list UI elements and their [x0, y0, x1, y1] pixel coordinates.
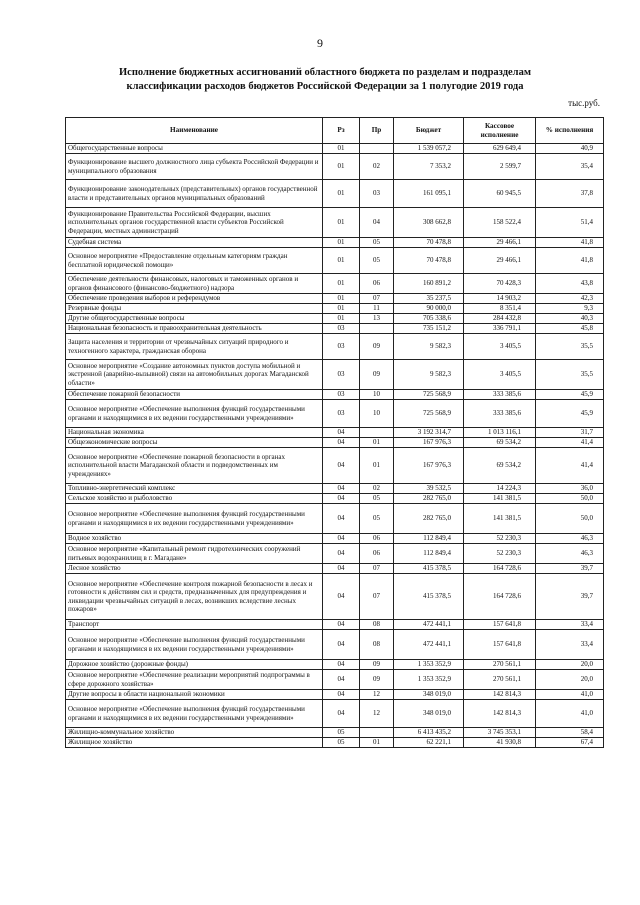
row-name: Другие вопросы в области национальной экономики: [66, 690, 323, 700]
row-cash: 69 534,2: [464, 448, 536, 484]
row-pr: 09: [360, 334, 394, 360]
table-row: [66, 294, 604, 304]
row-rz: 04: [323, 574, 360, 620]
row-budget: 472 441,1: [394, 630, 464, 660]
row-cash: 70 428,3: [464, 274, 536, 294]
row-budget: 282 765,0: [394, 504, 464, 534]
table-row: [66, 400, 604, 428]
row-pr: 10: [360, 400, 394, 428]
table-row: [66, 504, 604, 534]
row-percent: 51,4: [536, 208, 604, 238]
row-name: Основное мероприятие «Создание автономных пунктов доступа мобильной и экстренной (аварийно-вызывной) связи на автомобильных дорогах Магаданской области»: [66, 360, 323, 390]
row-rz: 04: [323, 428, 360, 438]
row-percent: 41,4: [536, 448, 604, 484]
row-pr: 07: [360, 574, 394, 620]
row-budget: 167 976,3: [394, 438, 464, 448]
row-name: Обеспечение проведения выборов и референдумов: [66, 294, 323, 304]
row-rz: 03: [323, 324, 360, 334]
row-rz: 03: [323, 360, 360, 390]
row-name: Основное мероприятие «Обеспечение пожарной безопасности в органах исполнительной власти Магаданской области и подведомственных им учреждениях»: [66, 448, 323, 484]
table-row: [66, 670, 604, 690]
row-name: Жилищное хозяйство: [66, 738, 323, 748]
row-percent: 36,0: [536, 484, 604, 494]
row-cash: 14 903,2: [464, 294, 536, 304]
table-row: [66, 334, 604, 360]
row-rz: 04: [323, 484, 360, 494]
row-name: Резервные фонды: [66, 304, 323, 314]
row-name: Лесное хозяйство: [66, 564, 323, 574]
row-cash: 69 534,2: [464, 438, 536, 448]
table-row: [66, 690, 604, 700]
row-pr: 04: [360, 208, 394, 238]
row-name: Основное мероприятие «Обеспечение выполнения функций государственными органами и находящимися в их ведении государственными учреждениями»: [66, 504, 323, 534]
row-budget: 35 237,5: [394, 294, 464, 304]
row-name: Общегосударственные вопросы: [66, 144, 323, 154]
row-pr: 02: [360, 484, 394, 494]
row-pr: 11: [360, 304, 394, 314]
row-percent: 20,0: [536, 670, 604, 690]
row-name: Функционирование законодательных (представительных) органов государственной власти и представительных органов муниципальных образований: [66, 180, 323, 208]
row-percent: 37,8: [536, 180, 604, 208]
row-rz: 04: [323, 504, 360, 534]
table-body: [66, 144, 604, 748]
row-rz: 04: [323, 544, 360, 564]
row-name: Основное мероприятие «Предоставление отдельным категориям граждан бесплатной юридической помощи»: [66, 248, 323, 274]
row-percent: 67,4: [536, 738, 604, 748]
row-percent: 41,8: [536, 248, 604, 274]
row-name: Основное мероприятие «Обеспечение реализации мероприятий подпрограммы в сфере дорожного хозяйства»: [66, 670, 323, 690]
row-cash: 142 814,3: [464, 700, 536, 728]
row-budget: 167 976,3: [394, 448, 464, 484]
row-percent: 41,0: [536, 700, 604, 728]
row-percent: 41,8: [536, 238, 604, 248]
row-budget: 415 378,5: [394, 564, 464, 574]
row-percent: 50,0: [536, 494, 604, 504]
row-cash: 29 466,1: [464, 248, 536, 274]
table-row: [66, 274, 604, 294]
row-name: Основное мероприятие «Обеспечение выполнения функций государственными органами и находящимися в их ведении государственными учреждениями»: [66, 630, 323, 660]
row-cash: 29 466,1: [464, 238, 536, 248]
row-budget: 415 378,5: [394, 574, 464, 620]
row-percent: 33,4: [536, 630, 604, 660]
row-cash: 284 432,8: [464, 314, 536, 324]
row-percent: 9,3: [536, 304, 604, 314]
row-percent: 43,8: [536, 274, 604, 294]
row-name: Основное мероприятие «Обеспечение выполнения функций государственными органами и находящимися в их ведении государственными учреждениями»: [66, 400, 323, 428]
table-header-row: [66, 118, 604, 144]
row-cash: 333 385,6: [464, 400, 536, 428]
row-cash: 158 522,4: [464, 208, 536, 238]
row-budget: 348 019,0: [394, 690, 464, 700]
row-rz: 04: [323, 630, 360, 660]
row-percent: 33,4: [536, 620, 604, 630]
row-percent: 31,7: [536, 428, 604, 438]
row-cash: 164 728,6: [464, 574, 536, 620]
row-rz: 04: [323, 660, 360, 670]
row-pr: 01: [360, 738, 394, 748]
row-percent: 39,7: [536, 574, 604, 620]
row-percent: 50,0: [536, 504, 604, 534]
row-rz: 04: [323, 448, 360, 484]
row-percent: 42,3: [536, 294, 604, 304]
row-pr: 13: [360, 314, 394, 324]
row-cash: 3 405,5: [464, 360, 536, 390]
row-budget: 39 532,5: [394, 484, 464, 494]
row-percent: 39,7: [536, 564, 604, 574]
row-rz: 01: [323, 180, 360, 208]
table-row: [66, 360, 604, 390]
row-name: Топливно-энергетический комплекс: [66, 484, 323, 494]
document-title: Исполнение бюджетных ассигнований областного бюджета по разделам и подразделам классификации расходов бюджетов Российской Федерации за 1 полугодие 2019 года: [119, 67, 531, 92]
row-pr: 05: [360, 494, 394, 504]
row-rz: 01: [323, 304, 360, 314]
table-row: [66, 484, 604, 494]
row-budget: 6 413 435,2: [394, 728, 464, 738]
row-name: Общеэкономические вопросы: [66, 438, 323, 448]
row-name: Функционирование Правительства Российской Федерации, высших исполнительных органов государственной власти субъектов Российской Федерации, местных администраций: [66, 208, 323, 238]
row-cash: 142 814,3: [464, 690, 536, 700]
row-cash: 270 561,1: [464, 670, 536, 690]
row-name: Жилищно-коммунальное хозяйство: [66, 728, 323, 738]
row-pr: 10: [360, 390, 394, 400]
row-percent: 35,5: [536, 360, 604, 390]
row-budget: 1 353 352,9: [394, 670, 464, 690]
row-rz: 01: [323, 144, 360, 154]
row-rz: 01: [323, 274, 360, 294]
row-pr: 01: [360, 448, 394, 484]
row-name: Обеспечение пожарной безопасности: [66, 390, 323, 400]
row-pr: 07: [360, 564, 394, 574]
units-label: тыс.руб.: [568, 98, 600, 108]
table-row: [66, 544, 604, 564]
row-budget: 112 849,4: [394, 534, 464, 544]
row-pr: 09: [360, 360, 394, 390]
row-cash: 52 230,3: [464, 534, 536, 544]
row-budget: 9 582,3: [394, 334, 464, 360]
row-cash: 141 381,5: [464, 504, 536, 534]
row-rz: 01: [323, 248, 360, 274]
table-row: [66, 238, 604, 248]
table-row: [66, 630, 604, 660]
row-budget: 9 582,3: [394, 360, 464, 390]
row-pr: 08: [360, 620, 394, 630]
row-budget: 90 000,0: [394, 304, 464, 314]
row-rz: 04: [323, 690, 360, 700]
row-rz: 05: [323, 738, 360, 748]
row-cash: 336 791,1: [464, 324, 536, 334]
row-rz: 01: [323, 294, 360, 304]
row-pr: 07: [360, 294, 394, 304]
row-budget: 7 353,2: [394, 154, 464, 180]
row-rz: 03: [323, 334, 360, 360]
row-name: Дорожное хозяйство (дорожные фонды): [66, 660, 323, 670]
row-cash: 41 930,8: [464, 738, 536, 748]
row-budget: 348 019,0: [394, 700, 464, 728]
row-rz: 04: [323, 620, 360, 630]
table-row: [66, 448, 604, 484]
row-cash: 157 641,8: [464, 620, 536, 630]
row-name: Национальная безопасность и правоохранительная деятельность: [66, 324, 323, 334]
row-budget: 70 478,8: [394, 248, 464, 274]
row-rz: 04: [323, 700, 360, 728]
table-row: [66, 438, 604, 448]
row-rz: 01: [323, 314, 360, 324]
row-name: Судебная система: [66, 238, 323, 248]
row-budget: 1 353 352,9: [394, 660, 464, 670]
row-budget: 472 441,1: [394, 620, 464, 630]
row-name: Основное мероприятие «Капитальный ремонт гидротехнических сооружений питьевых водохранилищ в г. Магадане»: [66, 544, 323, 564]
row-cash: 270 561,1: [464, 660, 536, 670]
row-pr: 06: [360, 274, 394, 294]
row-rz: 03: [323, 400, 360, 428]
row-name: Функционирование высшего должностного лица субъекта Российской Федерации и муниципального образования: [66, 154, 323, 180]
row-rz: 04: [323, 670, 360, 690]
row-pr: 09: [360, 670, 394, 690]
row-pr: 12: [360, 690, 394, 700]
row-budget: 3 192 314,7: [394, 428, 464, 438]
row-pr: [360, 144, 394, 154]
row-rz: 04: [323, 494, 360, 504]
column-header-percent: % исполнения: [536, 118, 604, 144]
row-name: Сельское хозяйство и рыболовство: [66, 494, 323, 504]
row-pr: 03: [360, 180, 394, 208]
table-row: [66, 574, 604, 620]
row-cash: 1 013 116,1: [464, 428, 536, 438]
row-rz: 03: [323, 390, 360, 400]
row-percent: 41,0: [536, 690, 604, 700]
column-header-budget: Бюджет: [394, 118, 464, 144]
budget-table: [65, 117, 604, 748]
row-percent: 35,4: [536, 154, 604, 180]
row-cash: 3 405,5: [464, 334, 536, 360]
row-budget: 735 151,2: [394, 324, 464, 334]
row-budget: 112 849,4: [394, 544, 464, 564]
row-cash: 3 745 353,1: [464, 728, 536, 738]
row-budget: 1 539 057,2: [394, 144, 464, 154]
row-cash: 164 728,6: [464, 564, 536, 574]
row-cash: 157 641,8: [464, 630, 536, 660]
row-pr: [360, 728, 394, 738]
row-cash: 14 224,3: [464, 484, 536, 494]
row-rz: 04: [323, 534, 360, 544]
row-percent: 45,9: [536, 390, 604, 400]
table-row: [66, 248, 604, 274]
column-header-cash: Кассовое исполнение: [464, 118, 536, 144]
row-name: Транспорт: [66, 620, 323, 630]
row-name: Водное хозяйство: [66, 534, 323, 544]
row-percent: 58,4: [536, 728, 604, 738]
row-cash: 333 385,6: [464, 390, 536, 400]
row-pr: 05: [360, 504, 394, 534]
column-header-pr: Пр: [360, 118, 394, 144]
row-cash: 60 945,5: [464, 180, 536, 208]
row-pr: 01: [360, 438, 394, 448]
table-row: [66, 314, 604, 324]
row-cash: 2 599,7: [464, 154, 536, 180]
table-row: [66, 564, 604, 574]
table-row: [66, 144, 604, 154]
row-name: Другие общегосударственные вопросы: [66, 314, 323, 324]
row-percent: 45,8: [536, 324, 604, 334]
row-pr: [360, 324, 394, 334]
row-percent: 35,5: [536, 334, 604, 360]
row-percent: 20,0: [536, 660, 604, 670]
column-header-name: Наименование: [66, 118, 323, 144]
table-row: [66, 620, 604, 630]
row-name: Обеспечение деятельности финансовых, налоговых и таможенных органов и органов финансового (финансово-бюджетного) надзора: [66, 274, 323, 294]
row-cash: 141 381,5: [464, 494, 536, 504]
row-budget: 161 095,1: [394, 180, 464, 208]
row-pr: 08: [360, 630, 394, 660]
table-row: [66, 154, 604, 180]
row-pr: 06: [360, 544, 394, 564]
row-budget: 62 221,1: [394, 738, 464, 748]
table-row: [66, 494, 604, 504]
table-row: [66, 700, 604, 728]
row-name: Основное мероприятие «Обеспечение контроля пожарной безопасности в лесах и готовности к действиям сил и средств, предназначенных для предупреждения и ликвидации чрезвычайных ситуаций в лесах, возникших вследствие лесных пожаров»: [66, 574, 323, 620]
row-budget: 70 478,8: [394, 238, 464, 248]
row-rz: 05: [323, 728, 360, 738]
row-rz: 04: [323, 564, 360, 574]
row-pr: 05: [360, 238, 394, 248]
row-name: Основное мероприятие «Обеспечение выполнения функций государственными органами и находящимися в их ведении государственными учреждениями»: [66, 700, 323, 728]
row-pr: 05: [360, 248, 394, 274]
table-row: [66, 738, 604, 748]
row-cash: 629 649,4: [464, 144, 536, 154]
row-pr: 06: [360, 534, 394, 544]
row-percent: 46,3: [536, 544, 604, 564]
table-row: [66, 180, 604, 208]
row-percent: 46,3: [536, 534, 604, 544]
row-percent: 40,3: [536, 314, 604, 324]
row-rz: 01: [323, 208, 360, 238]
table-row: [66, 728, 604, 738]
table-row: [66, 428, 604, 438]
row-budget: 725 568,9: [394, 400, 464, 428]
table-row: [66, 534, 604, 544]
row-rz: 04: [323, 438, 360, 448]
row-cash: 8 351,4: [464, 304, 536, 314]
row-budget: 705 338,6: [394, 314, 464, 324]
row-name: Национальная экономика: [66, 428, 323, 438]
row-budget: 160 891,2: [394, 274, 464, 294]
row-name: Защита населения и территории от чрезвычайных ситуаций природного и техногенного характера, гражданская оборона: [66, 334, 323, 360]
table-row: [66, 324, 604, 334]
page-number: 9: [317, 36, 323, 50]
row-percent: 41,4: [536, 438, 604, 448]
column-header-rz: Рз: [323, 118, 360, 144]
row-rz: 01: [323, 154, 360, 180]
row-budget: 725 568,9: [394, 390, 464, 400]
row-budget: 282 765,0: [394, 494, 464, 504]
row-pr: 12: [360, 700, 394, 728]
row-rz: 01: [323, 238, 360, 248]
row-pr: 09: [360, 660, 394, 670]
table-row: [66, 208, 604, 238]
row-pr: 02: [360, 154, 394, 180]
row-budget: 308 662,8: [394, 208, 464, 238]
table-row: [66, 390, 604, 400]
row-percent: 45,9: [536, 400, 604, 428]
row-pr: [360, 428, 394, 438]
table-row: [66, 304, 604, 314]
row-cash: 52 230,3: [464, 544, 536, 564]
row-percent: 40,9: [536, 144, 604, 154]
table-row: [66, 660, 604, 670]
